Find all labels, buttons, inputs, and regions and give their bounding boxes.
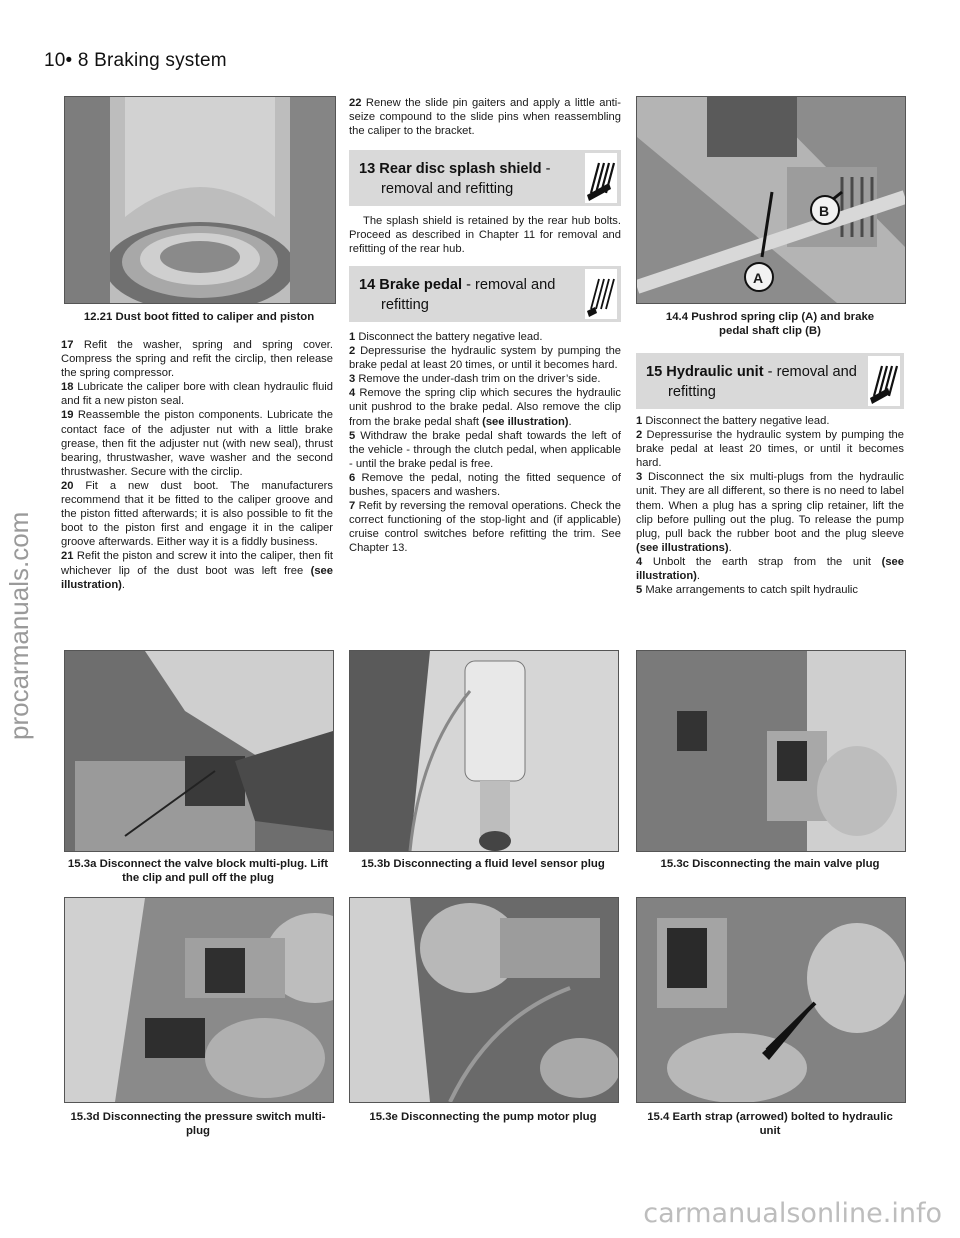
section-15-heading: 15 Hydraulic unit - removal and refitting	[636, 353, 904, 409]
caption-15-3d: 15.3d Disconnecting the pressure switch multi-plug	[70, 1111, 326, 1137]
caption-15-3b: 15.3b Disconnecting a fluid level sensor plug	[361, 858, 605, 870]
s14-step-4: 4 Remove the spring clip which secures the hydraulic unit pushrod to the brake pedal. Also remove the clip from the brake pedal shaft (see illustration).	[349, 387, 622, 428]
label-b: B	[819, 203, 830, 219]
caption-12-21: 12.21 Dust boot fitted to caliper and piston	[83, 311, 315, 323]
photo-12-21	[64, 96, 336, 304]
section-14-heading: 14 Brake pedal - removal and refitting	[349, 266, 621, 322]
photo-15-3d	[64, 897, 334, 1103]
step-22: 22 Renew the slide pin gaiters and apply a little anti-seize compound to the slide pins when reassembling the caliper to the bracket.	[349, 97, 621, 138]
photo-15-3e	[349, 897, 619, 1103]
s15-step-1: 1 Disconnect the battery negative lead.	[636, 415, 830, 427]
caption-15-4: 15.4 Earth strap (arrowed) bolted to hydraulic unit	[647, 1111, 893, 1137]
s15-step-4: 4 Unbolt the earth strap from the unit (see illustration).	[636, 555, 904, 583]
label-a: A	[753, 270, 764, 286]
s15-step-5: 5 Make arrangements to catch spilt hydraulic	[636, 584, 859, 597]
caption-15-3e: 15.3e Disconnecting the pump motor plug	[369, 1111, 597, 1123]
difficulty-icon	[868, 356, 900, 406]
caption-14-4: 14.4 Pushrod spring clip (A) and brake pedal shaft clip (B)	[665, 311, 875, 337]
s14-step-6: 6 Remove the pedal, noting the fitted sequence of bushes, spacers and washers.	[349, 471, 622, 499]
caption-15-3a: 15.3a Disconnect the valve block multi-plug. Lift the clip and pull off the plug	[67, 858, 329, 884]
s15-step-3: 3 Disconnect the six multi-plugs from the hydraulic unit. They are all different, so there is no need to label them. When a plug has a spring clip retainer, lift the clip before pulling out the plug. To release the pump plug, pull back the rubber boot and the plug sleeve (see illustrations).	[636, 471, 905, 554]
side-watermark-text: procarmanuals.com	[4, 511, 34, 740]
s15-step-2: 2 Depressurise the hydraulic system by pumping the brake pedal at least 20 times, or until it becomes hard.	[636, 429, 905, 470]
photo-15-3c	[636, 650, 906, 852]
caption-15-3c: 15.3c Disconnecting the main valve plug	[660, 858, 880, 870]
section-13-heading: 13 Rear disc splash shield - removal and refitting	[349, 150, 621, 206]
section-13-text: The splash shield is retained by the rear hub bolts. Proceed as described in Chapter 11 for removal and refitting of the rear hub.	[349, 215, 621, 256]
difficulty-icon	[585, 269, 617, 319]
s14-step-2: 2 Depressurise the hydraulic system by pumping the brake pedal at least 20 times, or until it becomes hard.	[349, 345, 622, 372]
page-header: 10• 8 Braking system	[44, 50, 227, 71]
s14-step-7: 7 Refit by reversing the removal operations. Check the correct functioning of the stop-light and (if applicable) cruise control switches before refitting the trim. See Chapter 13.	[349, 500, 622, 555]
photo-15-3b	[349, 650, 619, 852]
step-17: 17 Refit the washer, spring and spring cover. Compress the spring and refit the circlip, then release the spring compressor.	[61, 339, 334, 380]
s14-step-5: 5 Withdraw the brake pedal shaft towards the left of the vehicle - through the clutch pedal, when applicable - until the brake pedal is free.	[349, 429, 621, 470]
step-21: 21 Refit the piston and screw it into the caliper, then fit whichever lip of the dust boot was left free (see illustration).	[61, 550, 334, 591]
s14-step-3: 3 Remove the under-dash trim on the driver’s side.	[349, 373, 601, 386]
step-18: 18 Lubricate the caliper bore with clean hydraulic fluid and fit a new piston seal.	[61, 381, 333, 408]
step-19: 19 Reassemble the piston components. Lubricate the contact face of the adjuster nut with a little brake grease, then fit the adjuster nut (with new seal), thrust bearing, thrustwasher, wave washer and the second thrustwasher. Secure with the circlip.	[61, 409, 333, 478]
section-14-steps	[349, 330, 621, 556]
photo-15-3a	[64, 650, 334, 852]
photo-15-4	[636, 897, 906, 1103]
photo-14-4	[636, 96, 906, 304]
section-15-steps	[636, 414, 904, 597]
bottom-watermark: carmanualsonline.info	[643, 1198, 942, 1229]
column-1-text	[61, 338, 333, 592]
difficulty-icon	[585, 153, 617, 203]
step-20: 20 Fit a new dust boot. The manufacturers recommend that it be fitted to the caliper groove and the piston fitted afterwards; it is also possible to fit the boot to the piston first and engage it in the caliper groove afterwards. Either way it is a fiddly business.	[61, 479, 333, 549]
s14-step-1: 1 Disconnect the battery negative lead.	[349, 331, 543, 343]
